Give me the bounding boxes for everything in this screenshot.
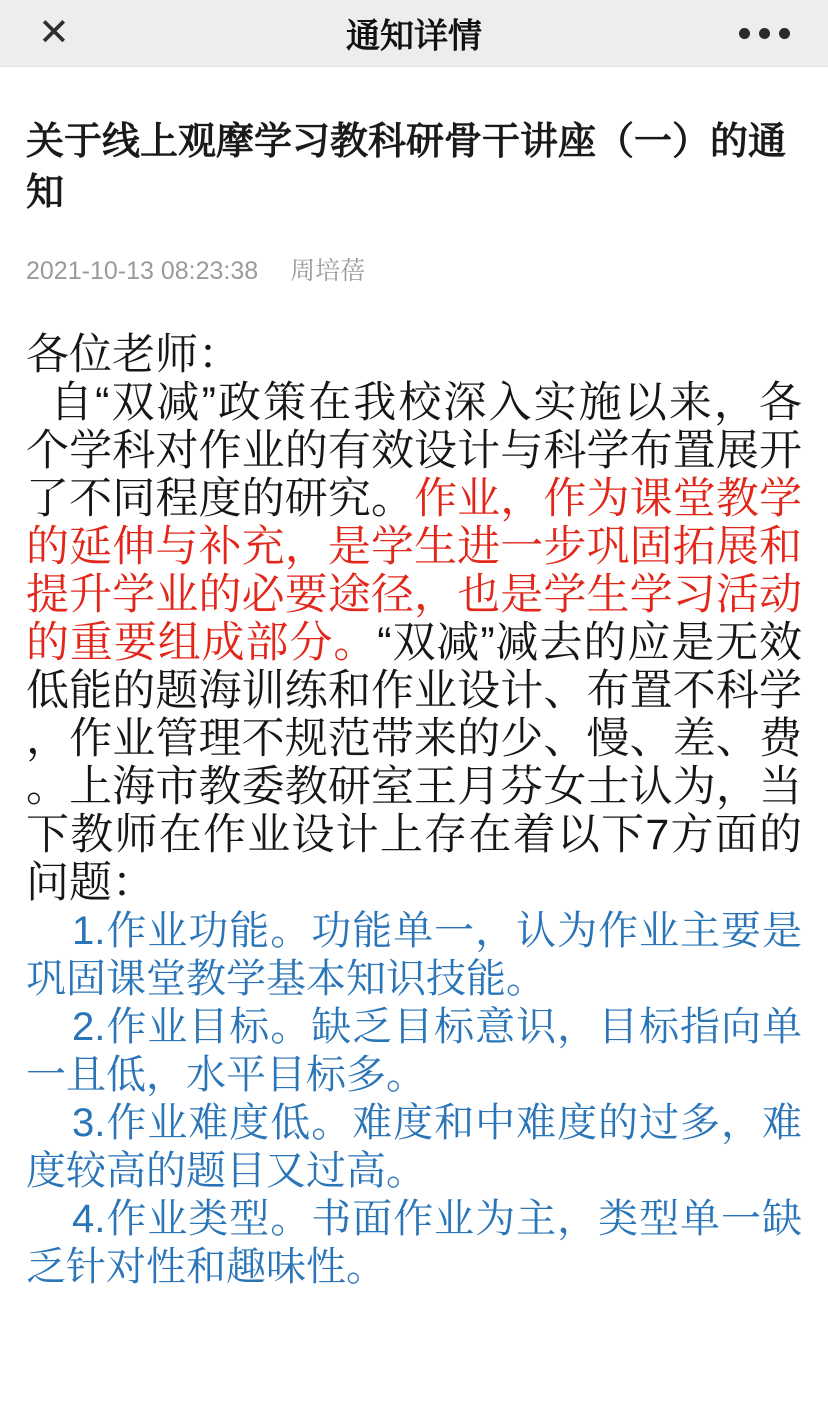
intro-paragraph [26,379,802,907]
more-menu-icon[interactable] [739,28,790,39]
top-bar [0,0,828,67]
dot [759,28,770,39]
page-title: 通知详情 [346,17,482,56]
notice-title: 关于线上观摩学习教科研骨干讲座（一）的通知 [26,121,787,214]
list-item-3: 3.作业难度低。难度和中难度的过多，难度较高的题目又过高。 [26,1101,802,1193]
salutation: 各位老师： [26,331,241,379]
intro-black-1: 自“双减”政策在我校深入实施以来，各个学科对作业的有效设计与科学布置展开了不同程度的研究。 [26,379,802,523]
list-item-4: 4.作业类型。书面作业为主，类型单一缺乏针对性和趣味性。 [26,1197,802,1289]
close-icon[interactable]: ✕ [38,12,70,54]
list-item-2: 2.作业目标。缺乏目标意识，目标指向单一且低，水平目标多。 [26,1005,802,1097]
list-item-1: 1.作业功能。功能单一，认为作业主要是巩固课堂教学基本知识技能。 [26,909,802,1001]
notice-body [26,331,802,1291]
intro-black-2: “双减”减去的应是无效低能的题海训练和作业设计、布置不科学，作业管理不规范带来的少、慢、差、费。上海市教委教研室王月芬女士认为，当下教师在作业设计上存在着以下7方面的问题： [26,619,803,907]
notice-meta [26,251,802,287]
dot [779,28,790,39]
notice-author: 周培蓓 [290,257,366,285]
dot [739,28,750,39]
red-emphasis-text: 作业，作为课堂教学的延伸与补充，是学生进一步巩固拓展和提升学业的必要途径，也是学生学习活动的重要组成部分。 [26,475,803,667]
notice-date: 2021-10-13 08:23:38 [26,257,259,285]
notice-content [0,117,828,1291]
